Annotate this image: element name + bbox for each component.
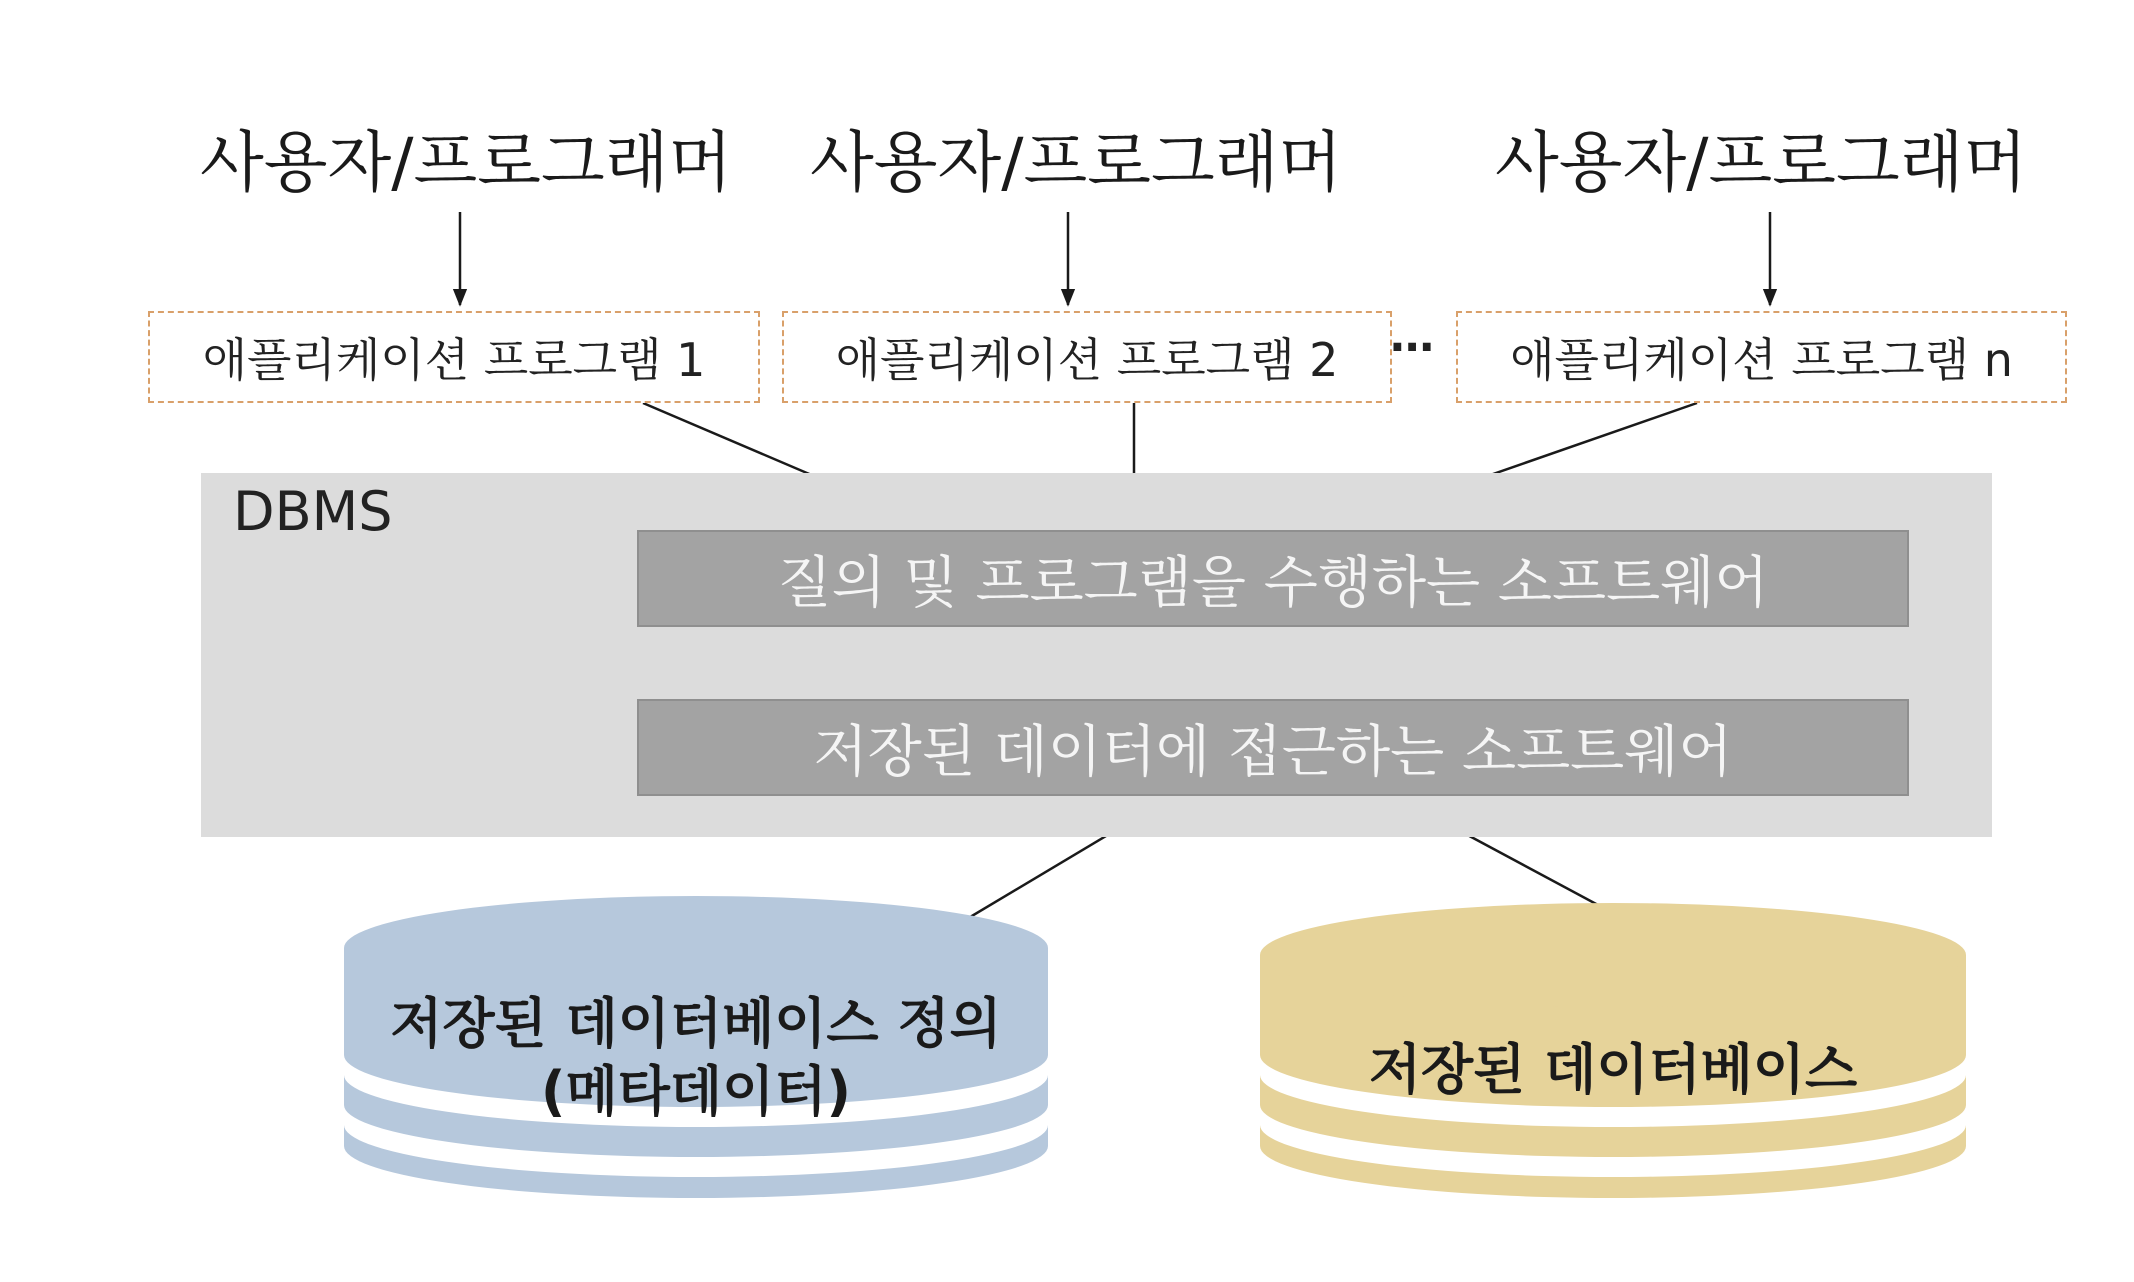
ellipsis: ··· [1389,322,1434,373]
query-software-label: 질의 및 프로그램을 수행하는 소프트웨어 [777,550,1769,616]
stored-db-label [1260,1036,1966,1104]
app-box-label: 애플리케이션 프로그램 2 [835,333,1339,387]
metadata-db-label-line2: (메타데이터) [540,1060,852,1123]
metadata-db-label-line1: 저장된 데이터베이스 정의 [390,992,1002,1055]
access-software-label: 저장된 데이터에 접근하는 소프트웨어 [813,719,1733,785]
user-label-1: 사용자/프로그래머 [200,124,733,201]
metadata-db-label [344,990,1048,1126]
app-box-label: 애플리케이션 프로그램 n [1510,333,2013,387]
user-label-3: 사용자/프로그래머 [1495,124,2028,201]
app-box-label: 애플리케이션 프로그램 1 [202,333,706,387]
dbms-label: DBMS [233,480,393,543]
stored-db-label-text: 저장된 데이터베이스 [1368,1038,1858,1101]
user-label-2: 사용자/프로그래머 [810,124,1343,201]
